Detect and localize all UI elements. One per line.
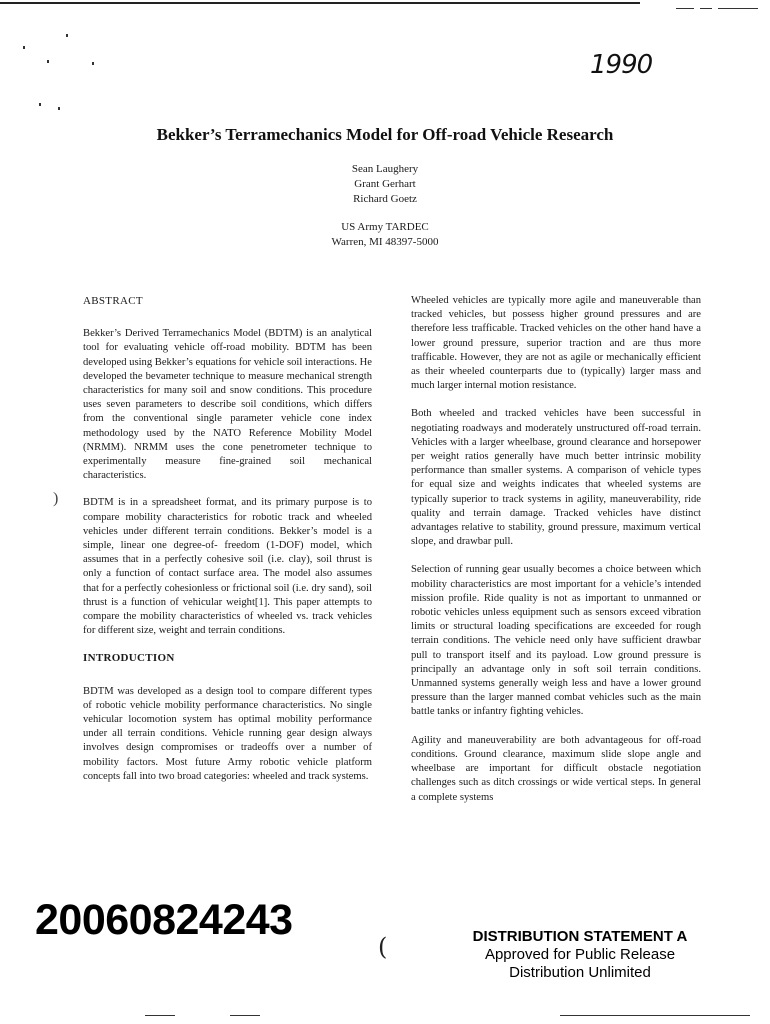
body-paragraph: Wheeled vehicles are typically more agile and maneuverable than tracked vehicles, but possess higher ground pressures and are therefore less trafficable. Tracked vehicles on the other hand have a lower ground pressure, superior traction and are thus more trafficable. However, they are not as agile or mechanically efficient as their wheeled counterparts due to (typically) larger mass and much larger internal motion resistance.: [411, 295, 701, 392]
scan-dash: [718, 8, 758, 9]
author-list: [0, 162, 770, 207]
abstract-paragraph: Bekker’s Derived Terramechanics Model (BDTM) is an analytical tool for evaluating vehicle off-road mobility. BDTM has been developed using Bekker’s equations for vehicle soil interactions. He developed the bevameter technique to measure mechanical strength characteristics for many soil and snow conditions. This procedure uses seven parameters to describe soil conditions, which differs from the conventional single parameter vehicle cone index methodology used by the NATO Reference Mobility Model (NRMM). NRMM uses the cone penetrometer technique to experimentally measure fine-grained soil mechanical characteristics.: [83, 328, 372, 482]
introduction-paragraph: BDTM was developed as a design tool to compare different types of robotic vehicle mobility performance characteristics. No single vehicular locomotion system has optimal mobility performance under all terrain conditions. Vehicle running gear design always involves design compromises or tradeoffs over a number of mobility factors. Most future Army robotic vehicle platform concepts fall into two broad categories: wheeled and track systems.: [83, 685, 372, 782]
body-paragraph: Agility and maneuverability are both advantageous for off-road conditions. Ground clearance, maximum slide slope angle and wheelbase are important for difficult obstacle negotiation challenges such as ditch crossings or wide vertical steps. In general a complete systems: [411, 734, 701, 803]
distribution-limit: Distribution Unlimited: [509, 964, 651, 981]
author-name: Grant Gerhart: [354, 178, 416, 190]
scan-speck: [92, 62, 94, 65]
introduction-heading: INTRODUCTION: [83, 652, 175, 665]
scan-speck: [58, 107, 60, 110]
scan-dash: [700, 8, 712, 9]
scan-dash: [676, 8, 694, 9]
paper-title: Bekker’s Terramechanics Model for Off-road Vehicle Research: [156, 125, 614, 144]
right-column: [411, 294, 701, 819]
accession-number: 20060824243: [35, 896, 293, 944]
left-column: [83, 294, 372, 797]
scan-speck: [23, 46, 25, 49]
scan-speck: [66, 34, 68, 37]
scan-dash: [230, 1015, 260, 1016]
scan-speck: [47, 60, 49, 63]
scan-dash: [145, 1015, 175, 1016]
affiliation: [0, 220, 770, 250]
body-paragraph: Selection of running gear usually becomes a choice between which mobility characteristics are most important for a vehicle’s intended mission profile. Ride quality is not as important to unmanned or robotic vehicles unless equipment such as sensors exceed vibration limits or structural loading specifications are exceeded for rough terrain conditions. The vehicle need only have sufficient drawbar pull to transport itself and its payload. Low ground pressure is principally an advantage only in soft soil terrain conditions. Unmanned systems generally weigh less and have a lower ground pressure than the larger manned combat vehicles such as the main battle tanks or infantry fighting vehicles.: [411, 564, 701, 718]
scan-speck: [39, 103, 41, 106]
distribution-title: DISTRIBUTION STATEMENT A: [472, 928, 688, 945]
author-name: Sean Laughery: [351, 163, 419, 175]
abstract-paragraph: BDTM is in a spreadsheet format, and its primary purpose is to compare mobility characteristics for robotic track and wheeled vehicles under different terrain conditions. Bekker’s model is a simple, linear one degree-of- freedom (1-DOF) model, which assumes that in a perfectly cohesive soil (i.e. clay), soil thrust is only a function of contact surface area. The model also assumes that for a perfectly cohesionless or frictional soil (i.e. dry sand), soil thrust is a function of vehicular weight[1]. This paper attempts to compare the mobility characteristics of wheeled vs. track vehicles for different size, weight and terrain conditions.: [83, 497, 372, 637]
scan-edge-line: [0, 2, 640, 4]
margin-bracket-mark: ): [53, 490, 59, 507]
abstract-heading: ABSTRACT: [83, 295, 143, 307]
body-paragraph: Both wheeled and tracked vehicles have been successful in negotiating roadways and moderately unstructured off-road terrain. Vehicles with a larger wheelbase, ground clearance and horsepower per weight ratios generally have much better intrinsic mobility performance than smaller systems. A comparison of vehicle types for equal size and weights indicates that wheeled systems are typically superior to track systems in agility, maneuverability, ride quality and terrain damage. Tracked vehicles have distinct advantages relative to stability, ground pressure, maximum vertical slope, and drawbar pull.: [411, 408, 701, 548]
scan-paren-mark: (: [378, 933, 388, 961]
author-name: Richard Goetz: [353, 193, 417, 205]
affiliation-org: US Army TARDEC: [341, 221, 429, 233]
distribution-approval: Approved for Public Release: [484, 946, 676, 963]
distribution-statement: [455, 928, 705, 982]
handwritten-year: 1990: [590, 50, 653, 80]
scan-dash: [560, 1015, 750, 1016]
affiliation-address: Warren, MI 48397-5000: [331, 236, 439, 248]
